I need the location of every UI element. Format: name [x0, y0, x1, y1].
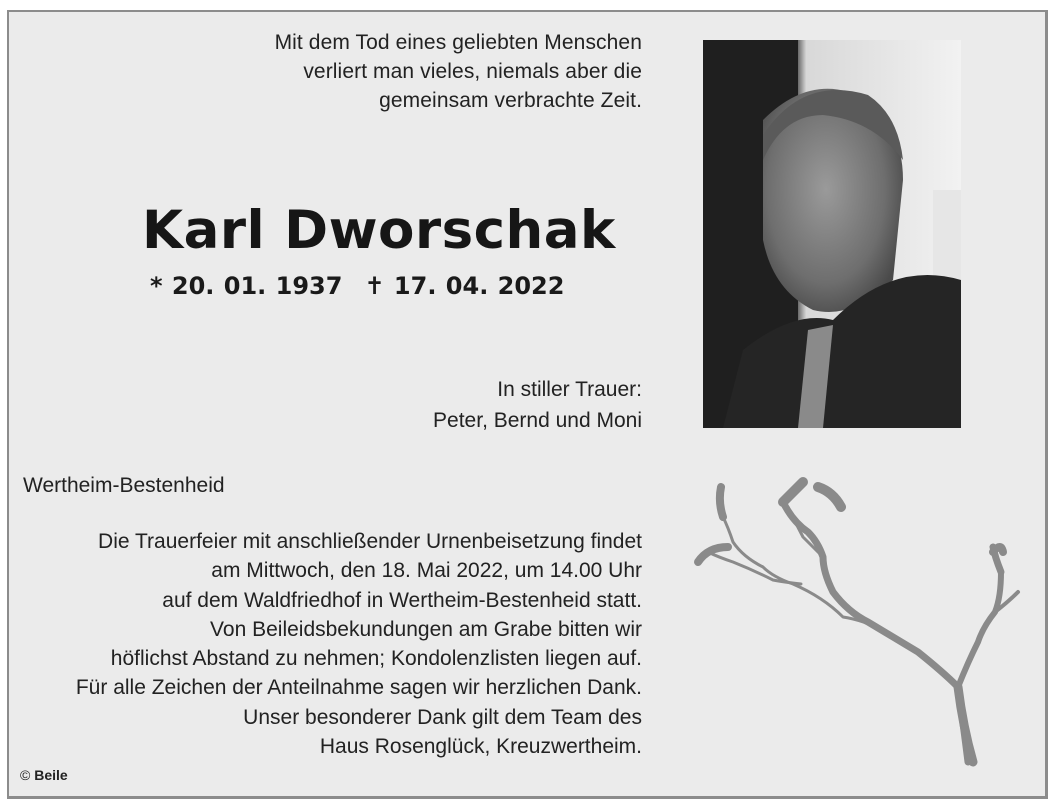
service-line: Für alle Zeichen der Anteilnahme sagen wir herzlichen Dank.	[75, 676, 642, 700]
birth-date: * 20. 01. 1937	[150, 272, 343, 300]
branch-illustration	[683, 462, 1043, 782]
service-line: Unser besonderer Dank gilt dem Team des	[243, 705, 642, 729]
death-date: ✝ 17. 04. 2022	[364, 272, 565, 300]
copyright-notice	[20, 767, 68, 783]
copyright-icon: ©	[20, 767, 31, 783]
mourners-names: Peter, Bernd und Moni	[433, 409, 642, 432]
memorial-quote	[275, 28, 642, 115]
service-line: am Mittwoch, den 18. Mai 2022, um 14.00 Uhr	[211, 559, 642, 583]
service-line: auf dem Waldfriedhof in Wertheim-Bestenheid statt.	[162, 588, 642, 612]
service-line: Von Beileidsbekundungen am Grabe bitten wir	[210, 617, 642, 641]
quote-line: gemeinsam verbrachte Zeit.	[379, 89, 642, 112]
place-of-residence: Wertheim-Bestenheid	[23, 474, 225, 497]
deceased-name: Karl Dworschak	[142, 200, 616, 261]
copyright-owner: Beile	[34, 767, 68, 783]
quote-line: Mit dem Tod eines geliebten Menschen	[274, 31, 642, 54]
mourners-heading: In stiller Trauer:	[497, 378, 642, 401]
quote-line: verliert man vieles, niemals aber die	[303, 60, 642, 83]
service-line: höflichst Abstand zu nehmen; Kondolenzlisten liegen auf.	[110, 647, 642, 671]
service-line: Die Trauerfeier mit anschließender Urnenbeisetzung findet	[98, 530, 642, 553]
service-line: Haus Rosenglück, Kreuzwertheim.	[319, 735, 642, 759]
mourners-block	[433, 374, 642, 436]
service-announcement	[76, 527, 642, 761]
life-dates	[150, 272, 586, 300]
portrait-photo	[703, 40, 961, 428]
